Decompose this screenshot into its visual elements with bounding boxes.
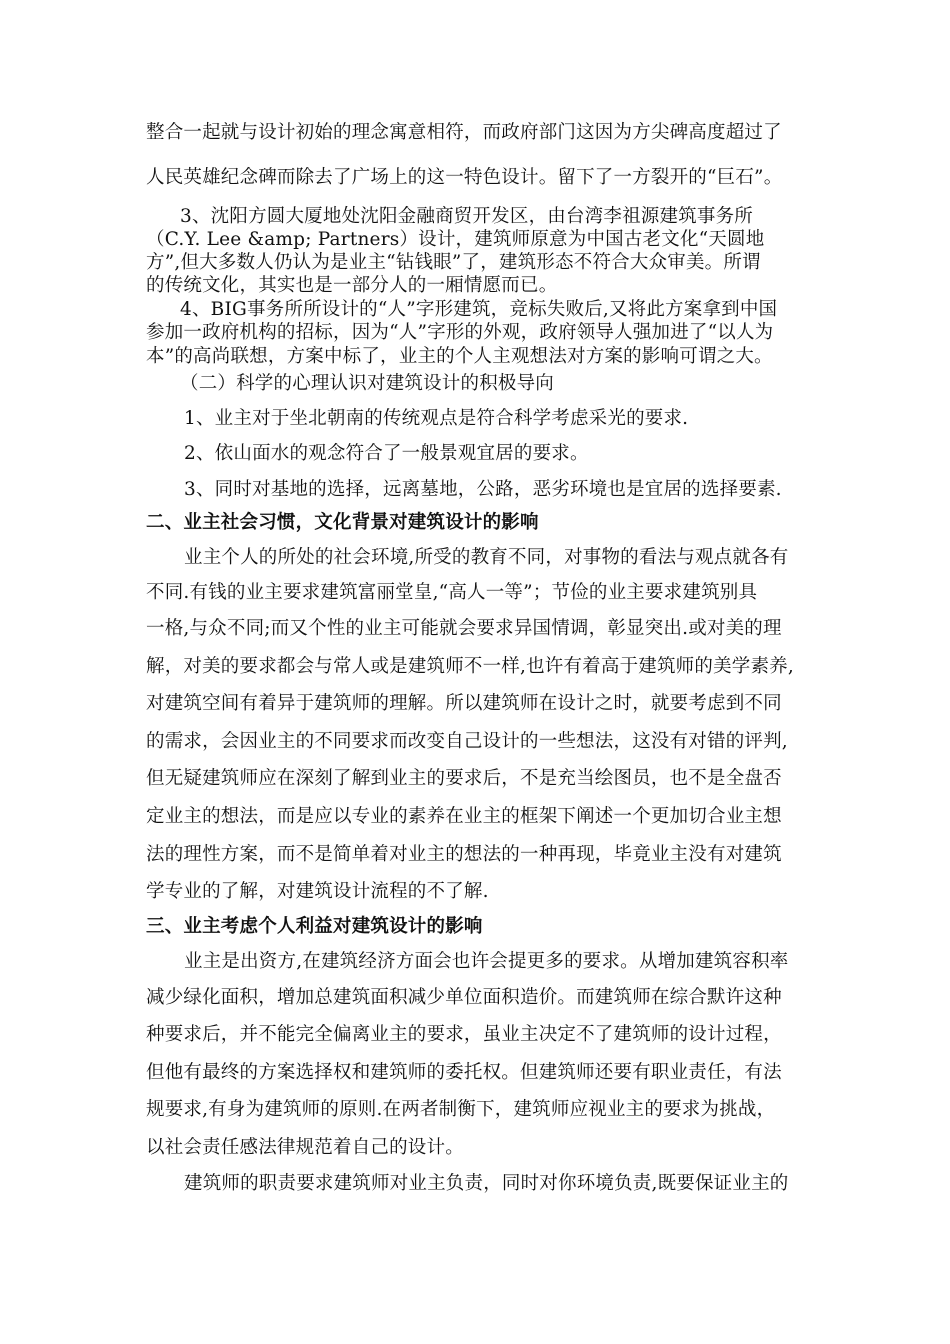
text-line: 的传统文化，其实也是一部分人的一厢情愿而已。: [146, 275, 558, 296]
text-line: 2、依山面水的观念符合了一般景观宜居的要求。: [184, 443, 589, 464]
text-line: 规要求,有身为建筑师的原则.在两者制衡下，建筑师应视业主的要求为挑战，: [146, 1099, 776, 1120]
text-line: 以社会责任感法律规范着自己的设计。: [146, 1137, 464, 1158]
text-line: 3、同时对基地的选择，远离墓地，公路，恶劣环境也是宜居的选择要素.: [184, 479, 782, 500]
section-heading: 三、业主考虑个人利益对建筑设计的影响: [146, 916, 483, 937]
text-line: 学专业的了解，对建筑设计流程的不了解.: [146, 881, 489, 902]
section-heading: 二、业主社会习惯，文化背景对建筑设计的影响: [146, 512, 539, 533]
section-subheading: （二）科学的心理认识对建筑设计的积极导向: [180, 373, 555, 394]
text-line: 业主是出资方,在建筑经济方面会也许会提更多的要求。从增加建筑容积率: [184, 951, 789, 972]
text-line: 1、业主对于坐北朝南的传统观点是符合科学考虑采光的要求.: [184, 408, 689, 429]
text-line: 4、BIG事务所所设计的“人”字形建筑，竞标失败后,又将此方案拿到中国: [180, 299, 778, 320]
text-line: 业主个人的所处的社会环境,所受的教育不同，对事物的看法与观点就各有: [184, 547, 789, 568]
text-line: 对建筑空间有着异于建筑师的理解。所以建筑师在设计之时，就要考虑到不同: [146, 693, 782, 714]
text-line: 一格,与众不同;而又个性的业主可能就会要求异国情调，彰显突出.或对美的理: [146, 618, 782, 639]
text-line: 但他有最终的方案选择权和建筑师的委托权。但建筑师还要有职业责任，有法: [146, 1062, 782, 1083]
text-line: 人民英雄纪念碑而除去了广场上的这一特色设计。留下了一方裂开的“巨石”。: [146, 167, 783, 188]
text-line: 不同.有钱的业主要求建筑富丽堂皇,“高人一等”；节俭的业主要求建筑别具: [146, 582, 758, 603]
text-line: 本”的高尚联想，方案中标了，业主的个人主观想法对方案的影响可谓之大。: [146, 346, 773, 367]
text-line: 建筑师的职责要求建筑师对业主负责，同时对你环境负责,既要保证业主的: [184, 1173, 789, 1194]
text-line: 方”,但大多数人仍认为是业主“钻钱眼”了，建筑形态不符合大众审美。所谓: [146, 252, 761, 273]
text-line: 但无疑建筑师应在深刻了解到业主的要求后，不是充当绘图员，也不是全盘否: [146, 768, 782, 789]
text-line: 参加一政府机构的招标，因为“人”字形的外观，政府领导人强加进了“以人为: [146, 322, 774, 343]
text-line: 解，对美的要求都会与常人或是建筑师不一样,也许有着高于建筑师的美学素养,: [146, 656, 794, 677]
text-line: 法的理性方案，而不是简单着对业主的想法的一种再现，毕竟业主没有对建筑: [146, 844, 782, 865]
text-line: 种要求后，并不能完全偏离业主的要求，虽业主决定不了建筑师的设计过程，: [146, 1024, 782, 1045]
text-line: （C.Y. Lee &amp; Partners）设计，建筑师原意为中国古老文化“天圆地: [146, 229, 765, 250]
text-line: 定业主的想法，而是应以专业的素养在业主的框架下阐述一个更加切合业主想: [146, 806, 782, 827]
text-line: 3、沈阳方圆大厦地处沈阳金融商贸开发区，由台湾李祖源建筑事务所: [180, 206, 753, 227]
text-line: 的需求，会因业主的不同要求而改变自己设计的一些想法，这没有对错的评判,: [146, 731, 788, 752]
text-line: 整合一起就与设计初始的理念寓意相符，而政府部门这因为方尖碑高度超过了: [146, 122, 782, 143]
text-line: 减少绿化面积，增加总建筑面积减少单位面积造价。而建筑师在综合默许这种: [146, 987, 782, 1008]
